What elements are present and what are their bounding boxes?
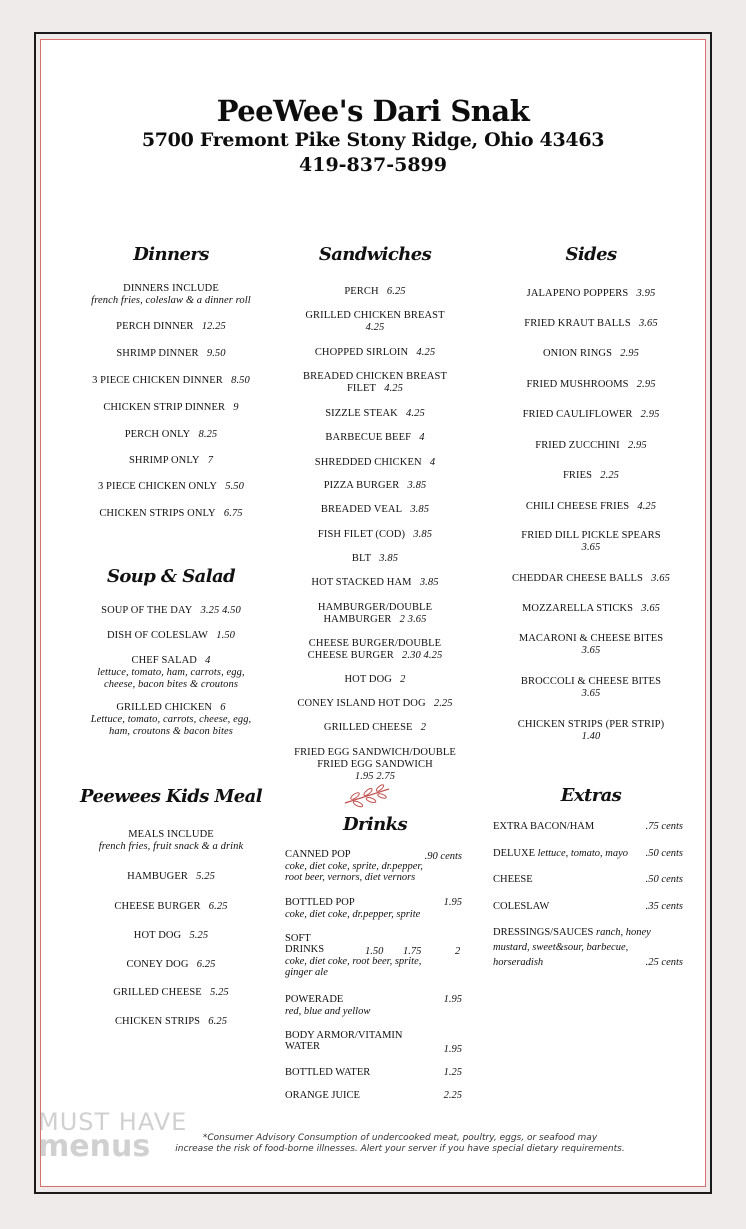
item-price: 4.25 <box>384 383 404 394</box>
menu-item <box>272 529 478 541</box>
drink-price: 1.95 <box>443 1044 462 1055</box>
extra-name-label: DELUXE <box>493 848 535 859</box>
extra-name <box>493 927 683 939</box>
item-name: FISH FILET (COD) <box>317 529 406 540</box>
kids-note-desc: french fries, fruit snack & a drink <box>98 841 244 852</box>
item-price: 4 <box>419 432 425 443</box>
item-price: 3.85 <box>407 480 427 491</box>
item-desc: lettuce, tomato, ham, carrots, egg, <box>97 667 245 678</box>
item-price: 4.25 <box>406 408 425 419</box>
consumer-advisory <box>120 1133 680 1155</box>
menu-item <box>58 1016 284 1028</box>
menu-item <box>478 348 704 360</box>
item-price: 2 <box>420 722 427 733</box>
item-name: JALAPENO POPPERS <box>526 288 629 299</box>
drink-price-large: 2 <box>455 946 461 957</box>
watermark-logo <box>38 1108 188 1164</box>
menu-item <box>272 286 478 298</box>
item-price: 2.25 <box>600 470 620 481</box>
menu-item <box>58 655 284 691</box>
extra-name: EXTRA BACON/HAM <box>493 821 595 832</box>
drink-price: 2.25 <box>443 1090 462 1101</box>
item-name: BROCCOLI & CHEESE BITES <box>520 676 662 687</box>
item-price: 3.95 <box>636 288 656 299</box>
item-name: HOT DOG <box>133 930 182 941</box>
item-price: 4 <box>205 655 211 666</box>
menu-item <box>272 480 478 492</box>
item-desc: cheese, bacon bites & croutons <box>103 679 239 690</box>
item-name: MACARONI & CHEESE BITES <box>518 633 664 644</box>
drink-price: .90 cents <box>424 851 462 862</box>
item-name: CHEDDAR CHEESE BALLS <box>512 573 643 584</box>
item-price: 6.75 <box>223 508 243 519</box>
menu-item <box>272 432 478 444</box>
menu-item <box>478 603 704 615</box>
menu-item <box>478 318 704 330</box>
menu-item <box>58 871 284 883</box>
extra-price: .75 cents <box>645 821 683 832</box>
menu-item <box>272 638 478 662</box>
item-price: 4 <box>429 457 436 468</box>
menu-item <box>58 959 284 971</box>
menu-item <box>272 457 478 469</box>
item-name: FRIES <box>562 470 593 481</box>
item-price: 6.25 <box>208 901 228 912</box>
menu-item <box>272 577 478 589</box>
restaurant-name: PeeWee's Dari Snak <box>216 94 530 128</box>
item-name: SHRIMP DINNER <box>116 348 199 359</box>
drink-price-small: 1.50 <box>365 946 384 957</box>
extras-title: Extras <box>560 785 622 806</box>
menu-item <box>478 719 704 743</box>
menu-item <box>272 674 478 686</box>
item-price: 8.50 <box>231 375 250 386</box>
menu-item <box>478 288 704 300</box>
item-price: 4.25 <box>416 347 436 358</box>
item-name-line2: HAMBURGER <box>323 614 392 625</box>
item-name: BREADED CHICKEN BREAST <box>303 371 447 382</box>
item-name: BARBECUE BEEF <box>325 432 412 443</box>
menu-item <box>58 348 284 360</box>
item-name: PIZZA BURGER <box>323 480 400 491</box>
item-price: 2.95 <box>620 348 640 359</box>
item-price: 5.25 <box>210 987 229 998</box>
item-name: FRIED KRAUT BALLS <box>524 318 631 329</box>
watermark-line: menus <box>38 1129 151 1164</box>
menu-item <box>272 310 478 334</box>
menu-item <box>478 530 704 554</box>
item-desc: Lettuce, tomato, carrots, cheese, egg, <box>90 714 252 725</box>
item-name: CHEESE BURGER <box>114 901 201 912</box>
item-name: HOT DOG <box>344 674 392 685</box>
item-price: 9.50 <box>206 348 226 359</box>
item-price: 6.25 <box>386 286 406 297</box>
menu-item <box>58 630 284 642</box>
drinks-title: Drinks <box>342 814 408 835</box>
item-name: FRIED MUSHROOMS <box>526 379 629 390</box>
drink-desc: ginger ale <box>285 967 328 978</box>
menu-item <box>272 408 478 420</box>
item-name: CHICKEN STRIPS ONLY <box>99 508 216 519</box>
extra-desc: ranch, honey <box>596 927 651 938</box>
extra-desc: lettuce, tomato, mayo <box>537 848 629 859</box>
item-price: 2.95 <box>627 440 647 451</box>
item-price: 5.50 <box>225 481 245 492</box>
menu-item <box>58 987 284 999</box>
item-price: 12.25 <box>201 321 226 332</box>
extra-price: .35 cents <box>645 901 683 912</box>
item-name-line2: FRIED EGG SANDWICH <box>317 759 433 770</box>
item-price: 1.50 <box>216 630 236 641</box>
item-price: 8.25 <box>198 429 218 440</box>
menu-item <box>478 633 704 657</box>
item-name: DISH OF COLESLAW <box>106 630 209 641</box>
item-name: CHOPPED SIRLOIN <box>314 347 409 358</box>
drink-name: BOTTLED WATER <box>285 1067 371 1078</box>
menu-item <box>478 379 704 391</box>
item-price: 6.25 <box>208 1016 228 1027</box>
sides-title: Sides <box>565 244 617 265</box>
menu-item <box>272 371 478 395</box>
item-name: BREADED VEAL <box>320 504 403 515</box>
item-name: SHRIMP ONLY <box>128 455 200 466</box>
menu-item <box>478 501 704 513</box>
item-name: GRILLED CHICKEN BREAST <box>305 310 445 321</box>
item-name: ONION RINGS <box>542 348 613 359</box>
item-name-line2: FILET <box>346 383 377 394</box>
item-price: 3.65 <box>638 318 658 329</box>
item-price: 1.95 2.75 <box>354 771 396 782</box>
extra-price: .50 cents <box>645 848 683 859</box>
drink-desc: coke, diet coke, root beer, sprite, <box>285 956 422 967</box>
restaurant-phone: 419-837-5899 <box>299 154 447 176</box>
item-price: 5.25 <box>196 871 215 882</box>
extra-desc: horseradish <box>493 957 544 968</box>
item-name: CONEY DOG <box>126 959 189 970</box>
menu-item <box>272 698 478 710</box>
menu-item <box>58 702 284 738</box>
drink-price: 1.95 <box>443 897 462 908</box>
item-price: 2.25 <box>433 698 453 709</box>
item-name: BLT <box>351 553 372 564</box>
extra-desc: mustard, sweet&sour, barbecue, <box>493 942 629 953</box>
item-price: 4.25 <box>637 501 657 512</box>
item-price: 6 <box>220 702 226 713</box>
item-name: SOUP OF THE DAY <box>101 605 193 616</box>
menu-item <box>272 347 478 359</box>
menu-item <box>478 573 704 585</box>
menu-item <box>272 553 478 565</box>
sandwiches-title: Sandwiches <box>318 244 432 265</box>
item-name: CHICKEN STRIPS <box>114 1016 201 1027</box>
item-name: HAMBUGER <box>127 871 188 882</box>
item-name: GRILLED CHEESE <box>113 987 202 998</box>
item-price: 7 <box>207 455 214 466</box>
item-price: 3.65 <box>651 573 670 584</box>
item-name: SHREDDED CHICKEN <box>314 457 422 468</box>
item-price: 5.25 <box>189 930 209 941</box>
item-price: 3.65 <box>581 542 601 553</box>
item-price: 9 <box>233 402 239 413</box>
menu-item <box>272 747 478 783</box>
drink-name: ORANGE JUICE <box>285 1090 360 1101</box>
item-price: 3.85 <box>413 529 433 540</box>
item-name: CHEESE BURGER/DOUBLE <box>308 638 442 649</box>
extra-name: CHEESE <box>493 874 533 885</box>
drink-desc: root beer, vernors, diet vernors <box>285 872 416 883</box>
item-name: FRIED CAULIFLOWER <box>522 409 633 420</box>
menu-item <box>58 605 284 617</box>
item-name: CHILI CHEESE FRIES <box>525 501 630 512</box>
menu-item <box>58 321 284 333</box>
item-name: CHICKEN STRIPS (PER STRIP) <box>517 719 665 730</box>
menu-item <box>478 470 704 482</box>
dinners-note-heading: DINNERS INCLUDE <box>123 283 219 294</box>
drink-desc: coke, diet coke, sprite, dr.pepper, <box>285 861 423 872</box>
drink-name-line2: DRINKS <box>285 944 325 955</box>
dinners-title: Dinners <box>133 244 209 265</box>
drink-price-medium: 1.75 <box>403 946 422 957</box>
menu-item <box>58 402 284 414</box>
kids-meal-title: Peewees Kids Meal <box>80 786 262 807</box>
item-price: 4.25 <box>365 322 385 333</box>
item-price: 1.40 <box>581 731 601 742</box>
menu-item <box>272 602 478 626</box>
extra-name-label: DRESSINGS/SAUCES <box>493 927 594 938</box>
drink-price: 1.95 <box>443 994 462 1005</box>
item-price: 3.85 <box>379 553 399 564</box>
item-price: 3.65 <box>641 603 661 614</box>
menu-header <box>0 95 746 177</box>
item-name: GRILLED CHICKEN <box>116 702 213 713</box>
item-price: 2 <box>400 674 406 685</box>
extra-name: COLESLAW <box>493 901 550 912</box>
item-desc: ham, croutons & bacon bites <box>109 726 233 737</box>
watermark-line: MUST HAVE <box>38 1108 188 1136</box>
kids-note-heading: MEALS INCLUDE <box>128 829 214 840</box>
restaurant-address: 5700 Fremont Pike Stony Ridge, Ohio 43463 <box>141 129 605 151</box>
menu-item <box>58 375 284 387</box>
kids-note <box>58 829 284 853</box>
item-name: HOT STACKED HAM <box>311 577 412 588</box>
item-name: CHEF SALAD <box>131 655 197 666</box>
item-price: 3.25 4.50 <box>200 605 241 616</box>
item-name: CHICKEN STRIP DINNER <box>103 402 226 413</box>
menu-item <box>58 508 284 520</box>
menu-item <box>478 440 704 452</box>
advisory-line: *Consumer Advisory Consumption of undercooked meat, poultry, eggs, or seafood may <box>202 1133 598 1143</box>
item-name: PERCH <box>344 286 379 297</box>
item-price: 3.65 <box>581 645 601 656</box>
drink-desc: coke, diet coke, dr.pepper, sprite <box>285 909 421 920</box>
drink-price: 1.25 <box>443 1067 462 1078</box>
item-price: 2.95 <box>640 409 660 420</box>
item-name: FRIED DILL PICKLE SPEARS <box>521 530 661 541</box>
menu-item <box>58 901 284 913</box>
item-name: HAMBURGER/DOUBLE <box>317 602 433 613</box>
leaf-branch-icon <box>342 784 392 808</box>
item-name: MOZZARELLA STICKS <box>521 603 634 614</box>
item-price: 3.65 <box>581 688 601 699</box>
item-price: 2.95 <box>636 379 656 390</box>
menu-item <box>478 676 704 700</box>
item-price: 2 3.65 <box>399 614 427 625</box>
item-price: 2.30 4.25 <box>402 650 443 661</box>
drink-name: BODY ARMOR/VITAMIN <box>285 1030 403 1041</box>
item-name: PERCH ONLY <box>124 429 191 440</box>
drink-name: CANNED POP <box>285 849 351 860</box>
menu-item <box>272 504 478 516</box>
advisory-line: increase the risk of food-borne illnesses. Alert your server if you have special dietary requirements. <box>175 1144 625 1154</box>
item-price: 3.85 <box>410 504 430 515</box>
drink-name: POWERADE <box>285 994 344 1005</box>
item-name: 3 PIECE CHICKEN DINNER <box>92 375 223 386</box>
menu-item <box>272 722 478 734</box>
item-name: PERCH DINNER <box>116 321 194 332</box>
drink-name: BOTTLED POP <box>285 897 355 908</box>
dinners-note-desc: french fries, coleslaw & a dinner roll <box>91 295 251 306</box>
menu-item <box>58 429 284 441</box>
item-price: 3.85 <box>419 577 439 588</box>
menu-item <box>58 481 284 493</box>
dinners-note <box>58 283 284 307</box>
item-name: FRIED ZUCCHINI <box>535 440 620 451</box>
drink-name: SOFT <box>285 933 311 944</box>
menu-item <box>58 455 284 467</box>
item-name: GRILLED CHEESE <box>323 722 413 733</box>
extra-price: .25 cents <box>645 957 683 968</box>
item-name: FRIED EGG SANDWICH/DOUBLE <box>294 747 456 758</box>
soup-salad-title: Soup & Salad <box>106 566 235 587</box>
item-name: 3 PIECE CHICKEN ONLY <box>97 481 218 492</box>
item-name: CONEY ISLAND HOT DOG <box>297 698 426 709</box>
drink-desc: red, blue and yellow <box>285 1006 371 1017</box>
menu-item <box>58 930 284 942</box>
extra-price: .50 cents <box>645 874 683 885</box>
drink-name-line2: WATER <box>285 1041 320 1052</box>
item-price: 6.25 <box>196 959 216 970</box>
item-name-line2: CHEESE BURGER <box>307 650 394 661</box>
menu-item <box>478 409 704 421</box>
item-name: SIZZLE STEAK <box>325 408 398 419</box>
